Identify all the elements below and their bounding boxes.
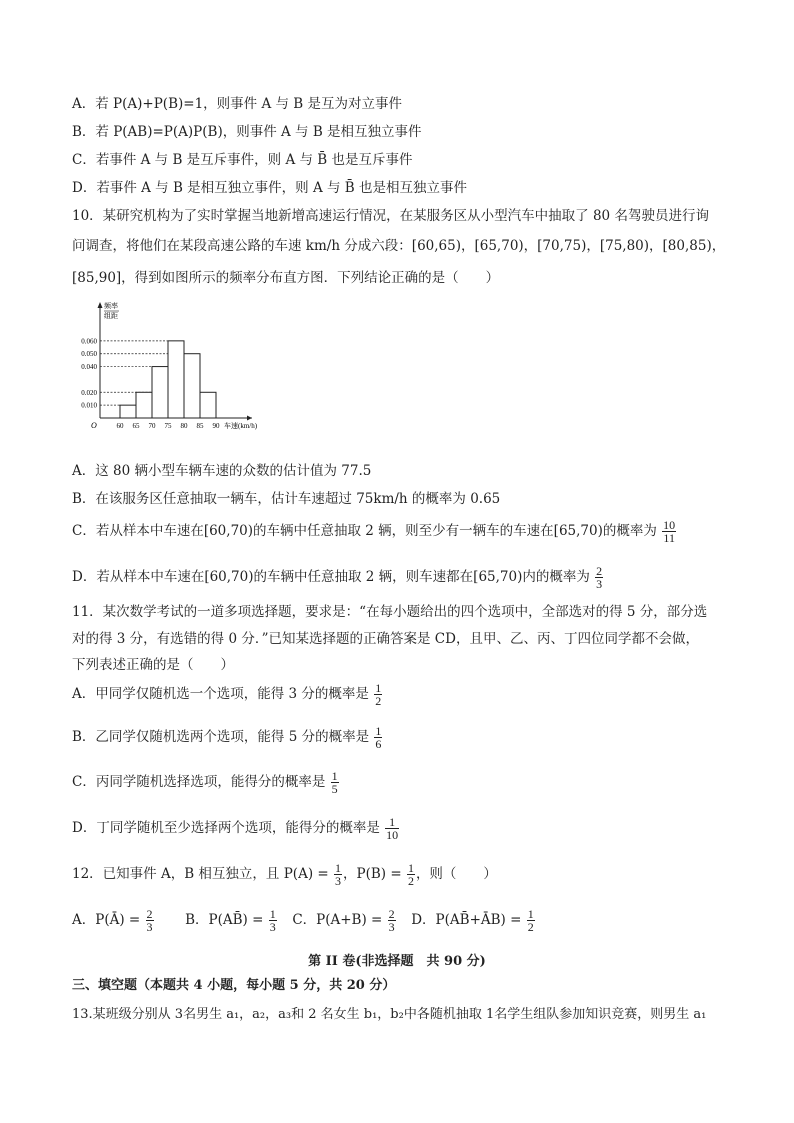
q12-options bbox=[72, 908, 536, 933]
frequency-histogram bbox=[78, 298, 288, 450]
q10-option-c-text: C．若从样本中车速在[60,70)的车辆中任意抽取 2 辆，则至少有一辆车的车速在[65,70)的概率为 bbox=[72, 523, 657, 539]
q12-stem-post: ，则（ ） bbox=[415, 866, 497, 882]
x-tick-label: 90 bbox=[212, 422, 220, 430]
x-tick-label: 75 bbox=[164, 422, 172, 430]
histogram-bar bbox=[200, 392, 216, 418]
fraction-denominator: 6 bbox=[375, 737, 382, 751]
x-tick-label: 70 bbox=[148, 422, 156, 430]
histogram-bar bbox=[184, 354, 200, 418]
x-tick-label: 85 bbox=[196, 422, 204, 430]
q11-option-c-text: C．丙同学随机选择选项，能得分的概率是 bbox=[72, 774, 326, 790]
q9-option-c: C．若事件 A 与 B 是互斥事件，则 A 与 B̄ 也是互斥事件 bbox=[72, 152, 413, 168]
fraction-numerator: 2 bbox=[146, 907, 153, 921]
q11-stem-line3: 下列表述正确的是（ ） bbox=[72, 657, 234, 673]
histogram-bar bbox=[152, 367, 168, 418]
histogram-plot bbox=[81, 301, 257, 430]
q12-option-d-text: D．P(AB̄+ĀB) = bbox=[411, 912, 522, 928]
section-2-title: 第 II 卷(非选择题 共 90 分) bbox=[308, 954, 486, 969]
x-axis-label: 车速(km/h) bbox=[224, 422, 258, 430]
y-tick-label: 0.050 bbox=[81, 350, 97, 359]
histogram-bar bbox=[168, 341, 184, 418]
fraction-denominator: 11 bbox=[663, 531, 675, 545]
q12-stem-text: 12．已知事件 A，B 相互独立，且 P(A) = bbox=[72, 866, 329, 882]
fraction-numerator: 1 bbox=[375, 681, 382, 695]
q12-option-b-text: B．P(AB̄) = bbox=[185, 912, 264, 928]
q10-option-c-fraction bbox=[662, 519, 676, 544]
fraction-numerator: 1 bbox=[269, 907, 276, 921]
x-axis-arrow bbox=[247, 416, 252, 421]
fraction-numerator: 1 bbox=[335, 861, 341, 875]
y-tick-label: 0.010 bbox=[81, 401, 97, 410]
q12-option-d-fraction bbox=[527, 908, 535, 933]
q10-option-c bbox=[72, 519, 677, 544]
fraction-numerator: 1 bbox=[331, 769, 338, 783]
y-tick-label: 0.060 bbox=[81, 337, 97, 346]
q11-option-d-fraction bbox=[385, 816, 399, 841]
q10-stem-line2: 问调查，将他们在某段高速公路的车速 km/h 分成六段：[60,65)，[65,70)，[70,75)，[75,80)，[80,85)， bbox=[72, 238, 726, 254]
y-tick-label: 0.020 bbox=[81, 388, 97, 397]
q12-pa-fraction bbox=[334, 862, 342, 887]
q11-option-b bbox=[72, 725, 383, 750]
histogram-bar bbox=[120, 405, 136, 418]
q11-option-d-text: D．丁同学随机至少选择两个选项，能得分的概率是 bbox=[72, 820, 380, 836]
q12-option-c-fraction bbox=[388, 908, 396, 933]
x-tick-label: 60 bbox=[116, 422, 124, 430]
fraction-denominator: 2 bbox=[407, 874, 414, 888]
fraction-denominator: 3 bbox=[596, 577, 603, 591]
fraction-denominator: 3 bbox=[335, 874, 341, 888]
q12-option-a-text: A．P(Ā) = bbox=[72, 912, 141, 928]
q11-option-d bbox=[72, 816, 400, 841]
q9-option-b: B．若 P(AB)=P(A)P(B)，则事件 A 与 B 是相互独立事件 bbox=[72, 124, 422, 140]
x-tick-label: 65 bbox=[132, 422, 140, 430]
q13-stem: 13.某班级分别从 3名男生 a₁，a₂，a₃和 2 名女生 b₁，b₂中各随机抽取 1名学生组队参加知识竞赛，则男生 a₁ bbox=[72, 1007, 707, 1022]
q9-option-a: A．若 P(A)+P(B)=1，则事件 A 与 B 是互为对立事件 bbox=[72, 96, 402, 112]
q11-option-a bbox=[72, 682, 383, 707]
y-axis-label-bottom: 组距 bbox=[104, 312, 118, 320]
x-tick-label: 80 bbox=[180, 422, 188, 430]
fraction-denominator: 3 bbox=[269, 920, 276, 934]
q9-option-d: D．若事件 A 与 B 是相互独立事件，则 A 与 B̄ 也是相互独立事件 bbox=[72, 180, 467, 196]
q10-option-a: A．这 80 辆小型车辆车速的众数的估计值为 77.5 bbox=[72, 463, 372, 479]
histogram-bar bbox=[136, 392, 152, 418]
fraction-numerator: 1 bbox=[385, 816, 399, 829]
fraction-numerator: 2 bbox=[388, 907, 395, 921]
q12-option-d bbox=[411, 907, 536, 934]
q10-stem-line1: 10．某研究机构为了实时掌握当地新增高速运行情况，在某服务区从小型汽车中抽取了 80 名驾驶员进行询 bbox=[72, 208, 709, 224]
fraction-denominator: 2 bbox=[527, 920, 534, 934]
q12-option-c-text: C．P(A+B) = bbox=[292, 912, 383, 928]
q11-option-a-fraction bbox=[374, 682, 382, 707]
fraction-numerator: 1 bbox=[375, 724, 382, 738]
y-tick-label: 0.040 bbox=[81, 363, 97, 372]
q10-option-d-text: D．若从样本中车速在[60,70)的车辆中任意抽取 2 辆，则车速都在[65,70)内的概率为 bbox=[72, 569, 590, 585]
q11-option-b-text: B．乙同学仅随机选两个选项，能得 5 分的概率是 bbox=[72, 729, 370, 745]
fraction-denominator: 5 bbox=[331, 782, 338, 796]
q12-stem-mid: ，P(B) = bbox=[343, 866, 402, 882]
fraction-numerator: 1 bbox=[407, 861, 414, 875]
q12-option-b bbox=[185, 907, 278, 934]
q12-option-c bbox=[292, 907, 396, 934]
fraction-numerator: 2 bbox=[596, 564, 603, 578]
q12-stem bbox=[72, 862, 497, 887]
part-3-heading: 三、填空题（本题共 4 小题，每小题 5 分，共 20 分） bbox=[72, 978, 396, 993]
q10-option-d-fraction bbox=[595, 565, 603, 590]
fraction-denominator: 3 bbox=[146, 920, 153, 934]
q11-option-c bbox=[72, 770, 340, 795]
q11-option-b-fraction bbox=[374, 725, 382, 750]
q10-option-d bbox=[72, 565, 604, 590]
q10-option-b: B．在该服务区任意抽取一辆车，估计车速超过 75km/h 的概率为 0.65 bbox=[72, 491, 501, 507]
fraction-denominator: 10 bbox=[386, 828, 399, 842]
fraction-numerator: 10 bbox=[663, 518, 676, 532]
q11-stem-line2: 对的得 3 分，有选错的得 0 分．”已知某选择题的正确答案是 CD，且甲、乙、丙、丁四位同学都不会做， bbox=[72, 631, 699, 647]
fraction-denominator: 3 bbox=[388, 920, 395, 934]
q12-option-b-fraction bbox=[269, 908, 277, 933]
q12-pb-fraction bbox=[407, 862, 415, 887]
q12-option-a-fraction bbox=[146, 908, 154, 933]
fraction-numerator: 1 bbox=[527, 907, 534, 921]
y-axis-label-top: 频率 bbox=[104, 302, 118, 310]
y-axis-arrow bbox=[98, 302, 103, 308]
q11-option-a-text: A．甲同学仅随机选一个选项，能得 3 分的概率是 bbox=[72, 686, 369, 702]
q10-stem-line3: [85,90]，得到如图所示的频率分布直方图．下列结论正确的是（ ） bbox=[72, 270, 500, 286]
q11-stem-line1: 11．某次数学考试的一道多项选择题，要求是：“在每小题给出的四个选项中，全部选对的得 5 分，部分选 bbox=[72, 604, 708, 620]
fraction-denominator: 2 bbox=[375, 694, 382, 708]
q12-option-a bbox=[72, 907, 155, 934]
origin-label: O bbox=[91, 421, 97, 430]
q11-option-c-fraction bbox=[331, 770, 339, 795]
